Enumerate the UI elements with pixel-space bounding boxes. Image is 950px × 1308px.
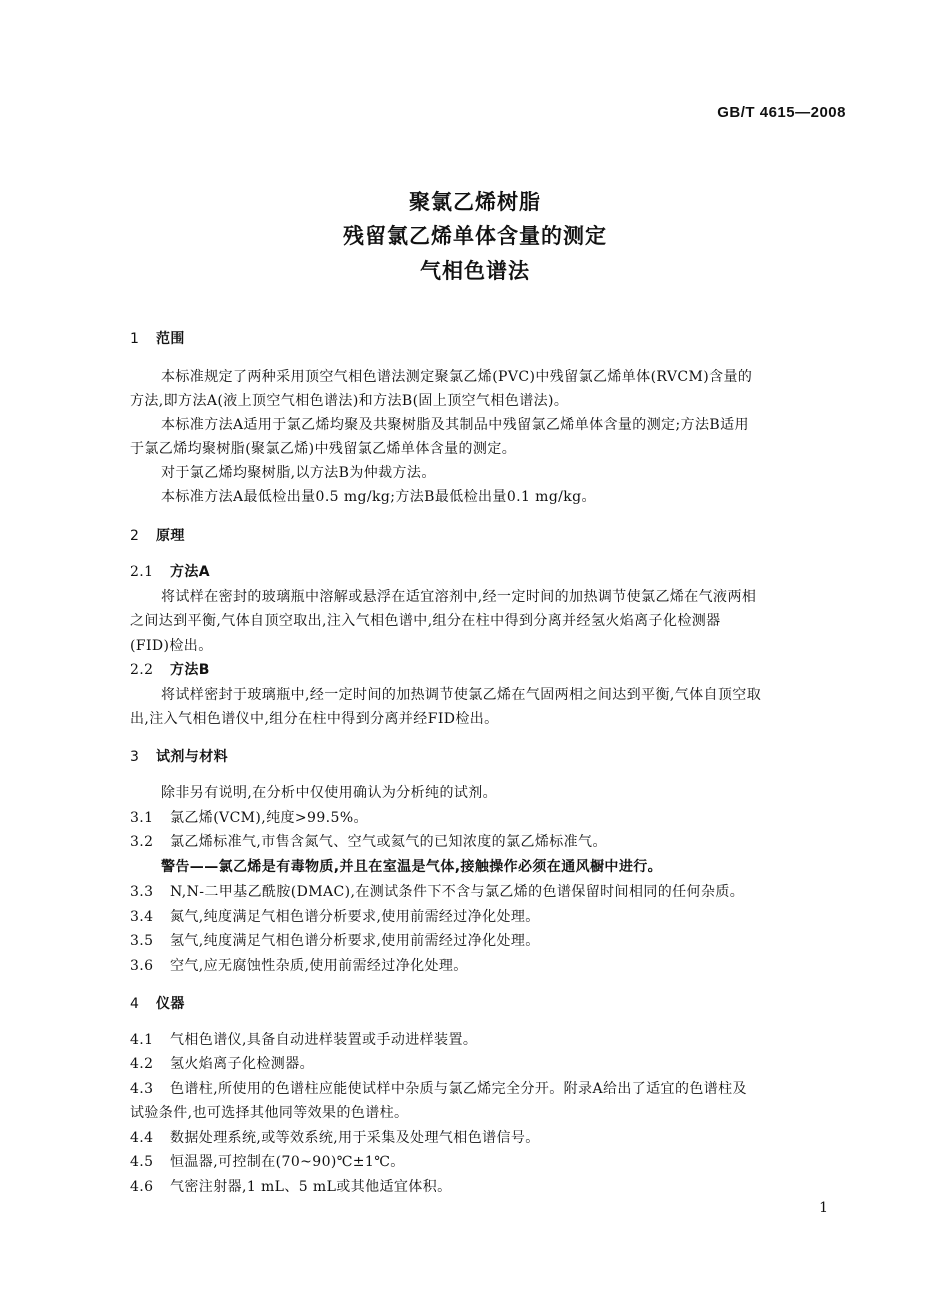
list-item [130, 831, 607, 851]
item-text: 氯乙烯(VCM),纯度>99.5%。 [170, 810, 368, 826]
item-text: 数据处理系统,或等效系统,用于采集及处理气相色谱信号。 [170, 1130, 540, 1146]
item-number: 3.2 [130, 834, 154, 850]
item-text: 色谱柱,所使用的色谱柱应能使试样中杂质与氯乙烯完全分开。附录A给出了适宜的色谱柱及 [170, 1081, 747, 1097]
item-text: 氢气,纯度满足气相色谱分析要求,使用前需经过净化处理。 [170, 933, 540, 949]
list-item [130, 1151, 405, 1171]
section-number: 2 [130, 528, 140, 544]
item-number: 3.3 [130, 884, 154, 900]
paragraph-line: (FID)检出。 [130, 638, 213, 654]
section-number: 4 [130, 996, 140, 1012]
paragraph-line: 出,注入气相色谱仪中,组分在柱中得到分离并经FID检出。 [130, 711, 499, 727]
section-2-heading [130, 525, 185, 545]
item-number: 3.5 [130, 933, 154, 949]
item-number: 4.1 [130, 1032, 154, 1048]
list-item [130, 930, 540, 950]
paragraph-line: 本标准方法A适用于氯乙烯均聚及共聚树脂及其制品中残留氯乙烯单体含量的测定;方法B适用 [161, 417, 749, 433]
paragraph-line: 本标准方法A最低检出量0.5 mg/kg;方法B最低检出量0.1 mg/kg。 [161, 489, 596, 505]
paragraph-line: 将试样密封于玻璃瓶中,经一定时间的加热调节使氯乙烯在气固两相之间达到平衡,气体自顶空取 [161, 687, 762, 703]
paragraph-line: 本标准规定了两种采用顶空气相色谱法测定聚氯乙烯(PVC)中残留氯乙烯单体(RVCM)含量的 [161, 369, 753, 385]
list-item [130, 1176, 452, 1196]
paragraph-line: 于氯乙烯均聚树脂(聚氯乙烯)中残留氯乙烯单体含量的测定。 [130, 441, 517, 457]
paragraph-line: 试验条件,也可选择其他同等效果的色谱柱。 [130, 1105, 409, 1121]
paragraph-line: 对于氯乙烯均聚树脂,以方法B为仲裁方法。 [161, 465, 436, 481]
item-text: 空气,应无腐蚀性杂质,使用前需经过净化处理。 [170, 958, 468, 974]
page-title-line-3: 气相色谱法 [420, 259, 530, 283]
section-3-heading [130, 746, 228, 766]
subsection-2-1-heading [130, 561, 210, 581]
item-number: 4.4 [130, 1130, 154, 1146]
warning-text: 警告——氯乙烯是有毒物质,并且在室温是气体,接触操作必须在通风橱中进行。 [161, 859, 663, 875]
section-title: 范围 [156, 331, 185, 347]
item-text: 恒温器,可控制在(70~90)℃±1℃。 [170, 1154, 405, 1170]
item-number: 4.2 [130, 1056, 154, 1072]
subsection-title: 方法A [170, 564, 211, 580]
subsection-number: 2.1 [130, 564, 154, 580]
item-number: 3.1 [130, 810, 154, 826]
paragraph-line: 将试样在密封的玻璃瓶中溶解或悬浮在适宜溶剂中,经一定时间的加热调节使氯乙烯在气液两相 [161, 589, 757, 605]
section-4-heading [130, 993, 185, 1013]
item-number: 4.6 [130, 1179, 154, 1195]
paragraph-line: 方法,即方法A(液上顶空气相色谱法)和方法B(固上顶空气相色谱法)。 [130, 393, 569, 409]
list-item [130, 881, 744, 901]
item-text: 氯乙烯标准气,市售含氮气、空气或氦气的已知浓度的氯乙烯标准气。 [170, 834, 607, 850]
page-title-line-2: 残留氯乙烯单体含量的测定 [343, 224, 607, 248]
section-number: 1 [130, 331, 140, 347]
item-text: 氮气,纯度满足气相色谱分析要求,使用前需经过净化处理。 [170, 909, 540, 925]
section-title: 仪器 [156, 996, 185, 1012]
subsection-title: 方法B [170, 662, 210, 678]
item-text: 气密注射器,1 mL、5 mL或其他适宜体积。 [170, 1179, 452, 1195]
item-number: 3.4 [130, 909, 154, 925]
list-item [130, 955, 468, 975]
section-1-heading [130, 328, 185, 348]
item-number: 4.5 [130, 1154, 154, 1170]
list-item [130, 1127, 540, 1147]
paragraph-line: 除非另有说明,在分析中仅使用确认为分析纯的试剂。 [161, 785, 498, 801]
paragraph-line: 之间达到平衡,气体自顶空取出,注入气相色谱中,组分在柱中得到分离并经氢火焰离子化检测器 [130, 613, 721, 629]
standard-code: GB/T 4615—2008 [717, 104, 846, 121]
subsection-2-2-heading [130, 659, 210, 679]
page-number: 1 [819, 1200, 828, 1216]
list-item [130, 906, 540, 926]
item-number: 4.3 [130, 1081, 154, 1097]
list-item [130, 1029, 477, 1049]
item-number: 3.6 [130, 958, 154, 974]
page-title-line-1: 聚氯乙烯树脂 [409, 190, 541, 214]
list-item [130, 807, 368, 827]
subsection-number: 2.2 [130, 662, 154, 678]
section-title: 试剂与材料 [156, 749, 228, 765]
item-text: 气相色谱仪,具备自动进样装置或手动进样装置。 [170, 1032, 478, 1048]
section-number: 3 [130, 749, 140, 765]
section-title: 原理 [156, 528, 185, 544]
list-item [130, 1078, 747, 1098]
list-item [130, 1053, 314, 1073]
item-text: 氢火焰离子化检测器。 [170, 1056, 314, 1072]
item-text: N,N-二甲基乙酰胺(DMAC),在测试条件下不含与氯乙烯的色谱保留时间相同的任何杂质。 [170, 884, 745, 900]
